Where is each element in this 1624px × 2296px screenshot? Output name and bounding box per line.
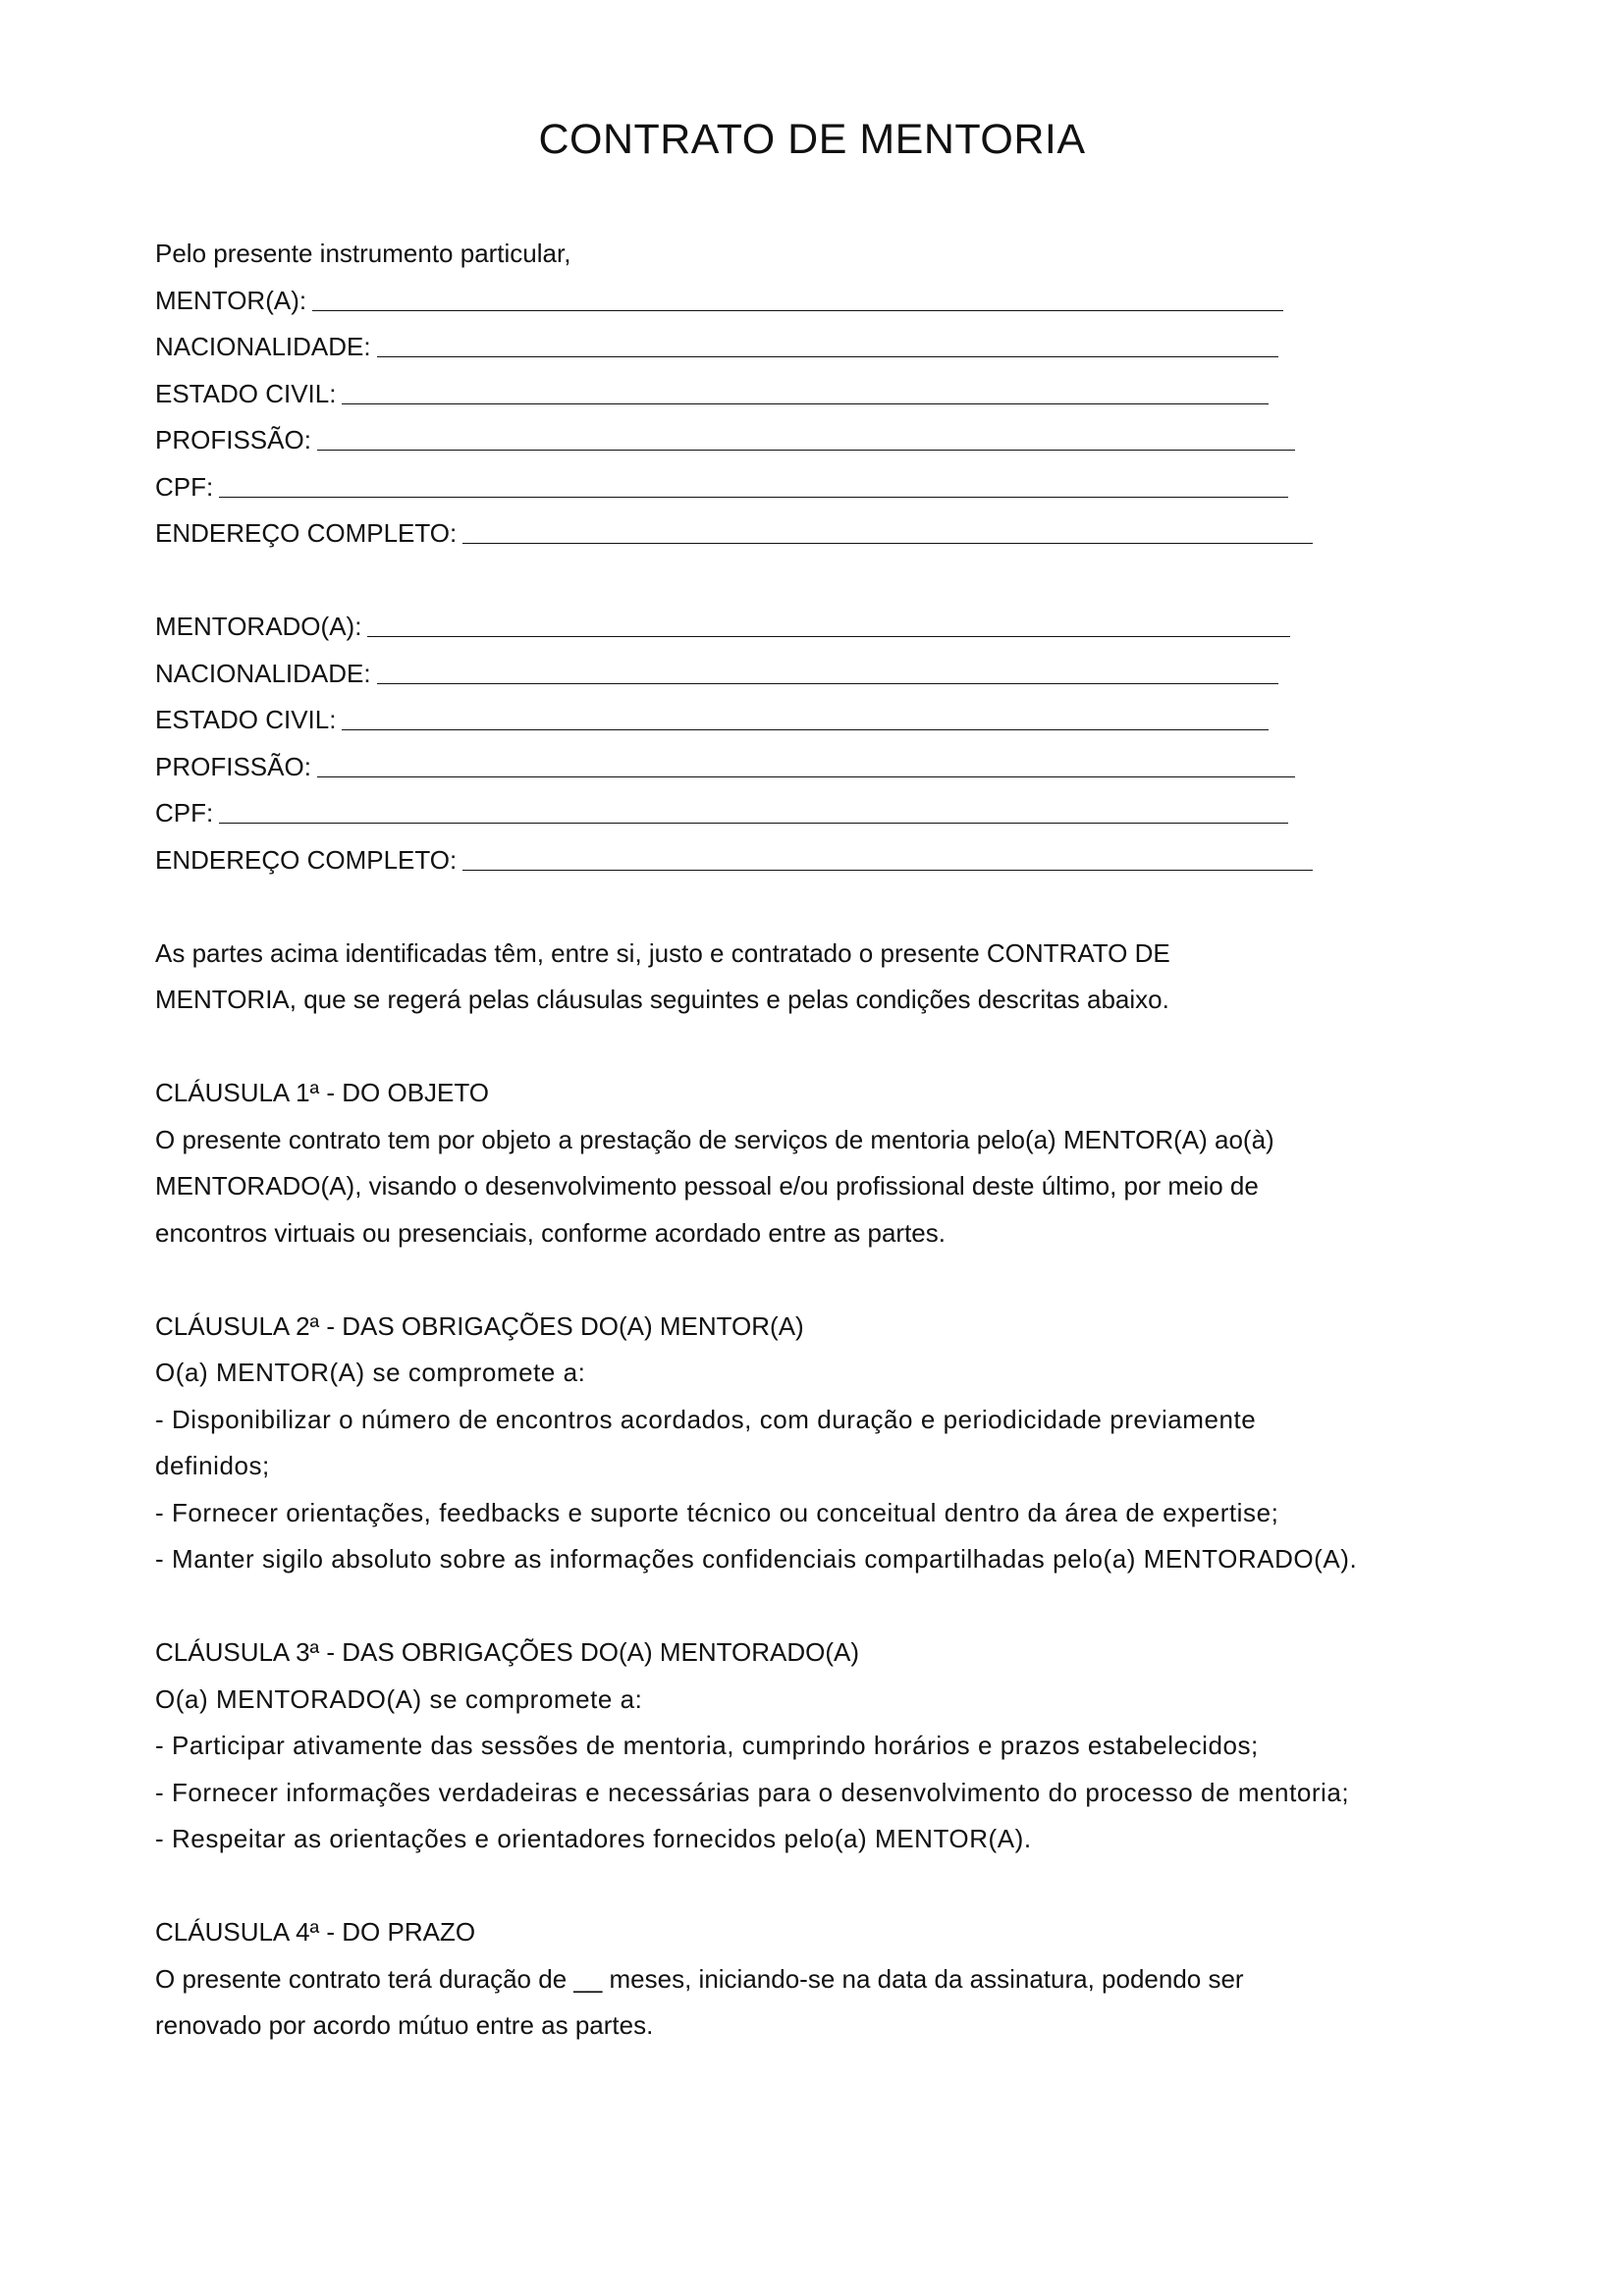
mentor-section bbox=[155, 278, 1490, 558]
list-item: - Manter sigilo absoluto sobre as informações confidenciais compartilhadas pelo(a) MENTORADO(A). bbox=[155, 1544, 1358, 1574]
clause-heading: CLÁUSULA 4ª - DO PRAZO bbox=[155, 1917, 476, 1947]
field-label: ESTADO CIVIL: bbox=[155, 705, 337, 734]
paragraph-line: encontros virtuais ou presenciais, conforme acordado entre as partes. bbox=[155, 1217, 946, 1248]
field-label: CPF: bbox=[155, 798, 214, 828]
preamble-paragraph bbox=[155, 931, 1490, 1024]
list-item-continuation: definidos; bbox=[155, 1451, 270, 1480]
field-label: NACIONALIDADE: bbox=[155, 658, 371, 688]
fill-in-blank[interactable] bbox=[367, 636, 1290, 637]
fill-in-blank[interactable] bbox=[462, 543, 1313, 544]
fill-in-blank[interactable] bbox=[219, 823, 1288, 824]
paragraph-line: MENTORIA, que se regerá pelas cláusulas seguintes e pelas condições descritas abaixo. bbox=[155, 985, 1169, 1014]
fill-in-blank[interactable] bbox=[377, 356, 1278, 357]
field-label: ENDEREÇO COMPLETO: bbox=[155, 844, 458, 875]
list-item: - Respeitar as orientações e orientadores fornecidos pelo(a) MENTOR(A). bbox=[155, 1824, 1032, 1853]
mentorado-name-field bbox=[155, 604, 1490, 651]
fill-in-blank[interactable] bbox=[462, 870, 1313, 871]
field-label: ESTADO CIVIL: bbox=[155, 378, 337, 408]
fill-in-blank[interactable] bbox=[342, 729, 1269, 730]
list-item: - Fornecer orientações, feedbacks e suporte técnico ou conceitual dentro da área de expertise; bbox=[155, 1497, 1279, 1527]
list-item: - Disponibilizar o número de encontros acordados, com duração e periodicidade previamente bbox=[155, 1404, 1257, 1434]
list-item: - Fornecer informações verdadeiras e necessárias para o desenvolvimento do processo de mentoria; bbox=[155, 1777, 1350, 1807]
mentorado-nationality-field bbox=[155, 651, 1490, 698]
field-label: MENTORADO(A): bbox=[155, 612, 362, 641]
clause-3 bbox=[155, 1629, 1490, 1863]
mentor-marital-status-field bbox=[155, 371, 1490, 418]
mentorado-address-field bbox=[155, 837, 1490, 884]
paragraph-line: MENTORADO(A), visando o desenvolvimento pessoal e/ou profissional deste último, por meio de bbox=[155, 1171, 1259, 1201]
paragraph-line: O presente contrato tem por objeto a prestação de serviços de mentoria pelo(a) MENTOR(A) ao(à) bbox=[155, 1124, 1274, 1154]
paragraph-line: renovado por acordo mútuo entre as partes. bbox=[155, 2010, 654, 2040]
paragraph-line: O presente contrato terá duração de __ meses, iniciando-se na data da assinatura, podendo ser bbox=[155, 1963, 1244, 1994]
mentor-cpf-field bbox=[155, 464, 1490, 511]
paragraph-line: O(a) MENTORADO(A) se compromete a: bbox=[155, 1683, 643, 1714]
field-label: CPF: bbox=[155, 471, 214, 502]
paragraph-line: As partes acima identificadas têm, entre si, justo e contratado o presente CONTRATO DE bbox=[155, 937, 1170, 968]
list-item: - Participar ativamente das sessões de mentoria, cumprindo horários e prazos estabelecidos; bbox=[155, 1731, 1259, 1760]
mentorado-section bbox=[155, 604, 1490, 883]
document-body bbox=[155, 231, 1490, 2050]
fill-in-blank[interactable] bbox=[312, 310, 1283, 311]
clause-heading: CLÁUSULA 3ª - DAS OBRIGAÇÕES DO(A) MENTORADO(A) bbox=[155, 1637, 860, 1667]
clause-heading: CLÁUSULA 2ª - DAS OBRIGAÇÕES DO(A) MENTOR(A) bbox=[155, 1310, 804, 1341]
mentor-name-field bbox=[155, 278, 1490, 325]
field-label: PROFISSÃO: bbox=[155, 425, 311, 454]
mentor-nationality-field bbox=[155, 324, 1490, 371]
field-label: MENTOR(A): bbox=[155, 285, 307, 315]
intro-text: Pelo presente instrumento particular, bbox=[155, 239, 571, 268]
clause-4 bbox=[155, 1909, 1490, 2050]
fill-in-blank[interactable] bbox=[317, 450, 1295, 451]
mentorado-marital-status-field bbox=[155, 697, 1490, 744]
fill-in-blank[interactable] bbox=[342, 403, 1269, 404]
clause-2 bbox=[155, 1304, 1490, 1583]
mentor-profession-field bbox=[155, 417, 1490, 464]
fill-in-blank[interactable] bbox=[317, 776, 1295, 777]
document-title: CONTRATO DE MENTORIA bbox=[538, 116, 1086, 163]
mentorado-cpf-field bbox=[155, 790, 1490, 837]
paragraph-line: O(a) MENTOR(A) se compromete a: bbox=[155, 1358, 586, 1387]
fill-in-blank[interactable] bbox=[219, 497, 1288, 498]
clause-1 bbox=[155, 1070, 1490, 1256]
fill-in-blank[interactable] bbox=[377, 683, 1278, 684]
mentor-address-field bbox=[155, 510, 1490, 558]
mentorado-profession-field bbox=[155, 744, 1490, 791]
clause-heading: CLÁUSULA 1ª - DO OBJETO bbox=[155, 1078, 490, 1107]
field-label: PROFISSÃO: bbox=[155, 751, 311, 781]
field-label: NACIONALIDADE: bbox=[155, 332, 371, 361]
field-label: ENDEREÇO COMPLETO: bbox=[155, 518, 458, 548]
